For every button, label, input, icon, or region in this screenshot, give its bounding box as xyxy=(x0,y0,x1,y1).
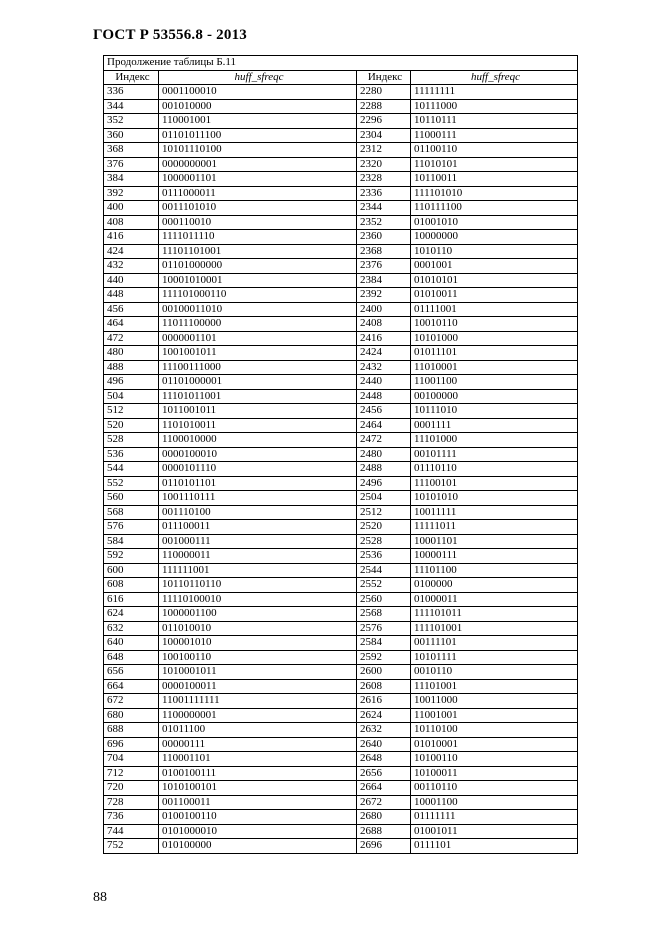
table-row xyxy=(104,607,578,622)
cell-code-right: 0001001 xyxy=(411,259,578,274)
table-row xyxy=(104,505,578,520)
table-row xyxy=(104,592,578,607)
table-row xyxy=(104,317,578,332)
cell-index-right: 2296 xyxy=(357,114,411,129)
cell-code-right: 11000111 xyxy=(411,128,578,143)
table-row xyxy=(104,476,578,491)
cell-code-right: 01111001 xyxy=(411,302,578,317)
cell-code-right: 10001100 xyxy=(411,795,578,810)
table-row xyxy=(104,331,578,346)
cell-code-right: 0111101 xyxy=(411,839,578,854)
cell-index-left: 520 xyxy=(104,418,159,433)
cell-index-right: 2664 xyxy=(357,781,411,796)
table-row xyxy=(104,389,578,404)
cell-code-left: 01101000000 xyxy=(159,259,357,274)
table-row xyxy=(104,114,578,129)
cell-code-left: 0000001101 xyxy=(159,331,357,346)
cell-index-left: 384 xyxy=(104,172,159,187)
header-index-left: Индекс xyxy=(104,70,159,85)
cell-index-left: 584 xyxy=(104,534,159,549)
table-row xyxy=(104,636,578,651)
cell-index-right: 2624 xyxy=(357,708,411,723)
cell-code-left: 001010000 xyxy=(159,99,357,114)
cell-index-left: 424 xyxy=(104,244,159,259)
cell-code-right: 111101011 xyxy=(411,607,578,622)
cell-code-left: 1000001101 xyxy=(159,172,357,187)
cell-index-left: 632 xyxy=(104,621,159,636)
cell-index-right: 2360 xyxy=(357,230,411,245)
table-row xyxy=(104,737,578,752)
cell-code-left: 1100000001 xyxy=(159,708,357,723)
table-row xyxy=(104,462,578,477)
table-row xyxy=(104,143,578,158)
cell-index-left: 736 xyxy=(104,810,159,825)
table-row xyxy=(104,128,578,143)
cell-code-left: 111101000110 xyxy=(159,288,357,303)
cell-code-right: 10101111 xyxy=(411,650,578,665)
cell-code-right: 11001001 xyxy=(411,708,578,723)
table-row xyxy=(104,578,578,593)
cell-code-right: 0100000 xyxy=(411,578,578,593)
table-row xyxy=(104,520,578,535)
table-row xyxy=(104,288,578,303)
cell-code-left: 0110101101 xyxy=(159,476,357,491)
page-number: 88 xyxy=(93,890,107,905)
cell-index-left: 672 xyxy=(104,694,159,709)
cell-index-left: 416 xyxy=(104,230,159,245)
cell-code-left: 0000100011 xyxy=(159,679,357,694)
cell-index-right: 2528 xyxy=(357,534,411,549)
header-code-left: huff_sfreqc xyxy=(159,70,357,85)
cell-index-right: 2504 xyxy=(357,491,411,506)
cell-code-left: 1111011110 xyxy=(159,230,357,245)
cell-index-left: 504 xyxy=(104,389,159,404)
table-row xyxy=(104,346,578,361)
cell-code-right: 11100101 xyxy=(411,476,578,491)
cell-code-left: 110000011 xyxy=(159,549,357,564)
table-caption: Продолжение таблицы Б.11 xyxy=(104,56,578,71)
cell-index-left: 440 xyxy=(104,273,159,288)
cell-index-right: 2680 xyxy=(357,810,411,825)
cell-code-left: 0100100111 xyxy=(159,766,357,781)
cell-index-left: 400 xyxy=(104,201,159,216)
cell-index-left: 712 xyxy=(104,766,159,781)
cell-code-left: 0101000010 xyxy=(159,824,357,839)
cell-code-left: 10101110100 xyxy=(159,143,357,158)
cell-code-right: 10001101 xyxy=(411,534,578,549)
cell-code-left: 1000001100 xyxy=(159,607,357,622)
table-row xyxy=(104,273,578,288)
cell-index-left: 720 xyxy=(104,781,159,796)
cell-code-left: 0001100010 xyxy=(159,85,357,100)
cell-code-left: 001000111 xyxy=(159,534,357,549)
cell-code-left: 001100011 xyxy=(159,795,357,810)
cell-code-left: 11100111000 xyxy=(159,360,357,375)
cell-index-left: 696 xyxy=(104,737,159,752)
cell-code-right: 10011111 xyxy=(411,505,578,520)
table-row xyxy=(104,244,578,259)
cell-code-right: 00101111 xyxy=(411,447,578,462)
cell-index-left: 376 xyxy=(104,157,159,172)
cell-code-right: 10110111 xyxy=(411,114,578,129)
cell-code-right: 1010110 xyxy=(411,244,578,259)
cell-code-right: 0001111 xyxy=(411,418,578,433)
cell-code-right: 10100110 xyxy=(411,752,578,767)
cell-code-right: 01100110 xyxy=(411,143,578,158)
cell-index-right: 2520 xyxy=(357,520,411,535)
table-row xyxy=(104,172,578,187)
table-row xyxy=(104,766,578,781)
cell-code-left: 0000000001 xyxy=(159,157,357,172)
cell-index-left: 536 xyxy=(104,447,159,462)
cell-index-left: 560 xyxy=(104,491,159,506)
cell-index-left: 552 xyxy=(104,476,159,491)
cell-index-right: 2672 xyxy=(357,795,411,810)
cell-index-right: 2440 xyxy=(357,375,411,390)
cell-index-left: 728 xyxy=(104,795,159,810)
table-row xyxy=(104,781,578,796)
table-row xyxy=(104,447,578,462)
cell-index-right: 2592 xyxy=(357,650,411,665)
cell-code-left: 11110100010 xyxy=(159,592,357,607)
table-caption-row xyxy=(104,56,578,71)
cell-index-right: 2576 xyxy=(357,621,411,636)
cell-code-right: 10010110 xyxy=(411,317,578,332)
cell-index-right: 2320 xyxy=(357,157,411,172)
cell-index-right: 2536 xyxy=(357,549,411,564)
cell-code-left: 11101101001 xyxy=(159,244,357,259)
cell-index-left: 744 xyxy=(104,824,159,839)
cell-code-left: 10110110110 xyxy=(159,578,357,593)
cell-index-right: 2344 xyxy=(357,201,411,216)
cell-code-left: 0000101110 xyxy=(159,462,357,477)
cell-index-right: 2688 xyxy=(357,824,411,839)
table-row xyxy=(104,795,578,810)
cell-index-left: 688 xyxy=(104,723,159,738)
cell-code-left: 0011101010 xyxy=(159,201,357,216)
cell-index-right: 2392 xyxy=(357,288,411,303)
cell-index-left: 592 xyxy=(104,549,159,564)
cell-code-left: 011010010 xyxy=(159,621,357,636)
table-row xyxy=(104,621,578,636)
cell-code-left: 100001010 xyxy=(159,636,357,651)
table-row xyxy=(104,491,578,506)
table-row xyxy=(104,302,578,317)
cell-code-right: 10100011 xyxy=(411,766,578,781)
cell-code-right: 111101001 xyxy=(411,621,578,636)
table-row xyxy=(104,708,578,723)
table-row xyxy=(104,375,578,390)
cell-code-right: 01001011 xyxy=(411,824,578,839)
cell-index-right: 2512 xyxy=(357,505,411,520)
cell-index-right: 2656 xyxy=(357,766,411,781)
table-row xyxy=(104,404,578,419)
cell-index-right: 2608 xyxy=(357,679,411,694)
table-row xyxy=(104,752,578,767)
cell-code-right: 11101100 xyxy=(411,563,578,578)
cell-code-right: 01010001 xyxy=(411,737,578,752)
cell-index-right: 2448 xyxy=(357,389,411,404)
cell-code-left: 0000100010 xyxy=(159,447,357,462)
cell-index-left: 480 xyxy=(104,346,159,361)
cell-index-left: 408 xyxy=(104,215,159,230)
cell-index-left: 680 xyxy=(104,708,159,723)
cell-code-right: 10000111 xyxy=(411,549,578,564)
document-standard-title: ГОСТ Р 53556.8 - 2013 xyxy=(93,27,247,43)
cell-index-left: 528 xyxy=(104,433,159,448)
cell-index-left: 336 xyxy=(104,85,159,100)
cell-code-right: 00110110 xyxy=(411,781,578,796)
cell-index-right: 2336 xyxy=(357,186,411,201)
cell-code-right: 11001100 xyxy=(411,375,578,390)
cell-code-left: 010100000 xyxy=(159,839,357,854)
cell-index-right: 2376 xyxy=(357,259,411,274)
cell-index-right: 2408 xyxy=(357,317,411,332)
table-row xyxy=(104,723,578,738)
cell-code-left: 1001001011 xyxy=(159,346,357,361)
cell-index-left: 432 xyxy=(104,259,159,274)
cell-index-left: 568 xyxy=(104,505,159,520)
cell-code-left: 001110100 xyxy=(159,505,357,520)
cell-index-left: 656 xyxy=(104,665,159,680)
cell-code-left: 01101011100 xyxy=(159,128,357,143)
cell-index-right: 2400 xyxy=(357,302,411,317)
cell-index-left: 344 xyxy=(104,99,159,114)
cell-code-right: 11101000 xyxy=(411,433,578,448)
cell-code-left: 1100010000 xyxy=(159,433,357,448)
cell-code-right: 01000011 xyxy=(411,592,578,607)
table-row xyxy=(104,665,578,680)
cell-index-right: 2584 xyxy=(357,636,411,651)
cell-index-right: 2600 xyxy=(357,665,411,680)
table-row xyxy=(104,360,578,375)
cell-index-right: 2368 xyxy=(357,244,411,259)
cell-index-right: 2488 xyxy=(357,462,411,477)
cell-index-left: 360 xyxy=(104,128,159,143)
table-row xyxy=(104,839,578,854)
cell-code-right: 01111111 xyxy=(411,810,578,825)
cell-code-left: 0111000011 xyxy=(159,186,357,201)
cell-index-left: 616 xyxy=(104,592,159,607)
cell-index-right: 2480 xyxy=(357,447,411,462)
table-row xyxy=(104,549,578,564)
cell-index-left: 464 xyxy=(104,317,159,332)
cell-code-right: 01110110 xyxy=(411,462,578,477)
cell-index-right: 2560 xyxy=(357,592,411,607)
cell-code-right: 01001010 xyxy=(411,215,578,230)
cell-code-left: 000110010 xyxy=(159,215,357,230)
cell-index-left: 752 xyxy=(104,839,159,854)
cell-index-right: 2616 xyxy=(357,694,411,709)
cell-code-right: 10110100 xyxy=(411,723,578,738)
table-row xyxy=(104,679,578,694)
cell-code-left: 1010100101 xyxy=(159,781,357,796)
cell-code-left: 00100011010 xyxy=(159,302,357,317)
cell-index-left: 472 xyxy=(104,331,159,346)
table-row xyxy=(104,694,578,709)
cell-index-right: 2288 xyxy=(357,99,411,114)
cell-index-left: 352 xyxy=(104,114,159,129)
cell-code-right: 00100000 xyxy=(411,389,578,404)
cell-index-right: 2496 xyxy=(357,476,411,491)
cell-code-left: 100100110 xyxy=(159,650,357,665)
table-row xyxy=(104,418,578,433)
cell-index-left: 576 xyxy=(104,520,159,535)
table-row xyxy=(104,433,578,448)
cell-index-right: 2544 xyxy=(357,563,411,578)
cell-index-left: 456 xyxy=(104,302,159,317)
table-row xyxy=(104,85,578,100)
cell-index-left: 624 xyxy=(104,607,159,622)
cell-index-right: 2696 xyxy=(357,839,411,854)
cell-code-left: 1011001011 xyxy=(159,404,357,419)
cell-index-left: 600 xyxy=(104,563,159,578)
cell-code-right: 10101010 xyxy=(411,491,578,506)
header-code-right: huff_sfreqc xyxy=(411,70,578,85)
table-row xyxy=(104,99,578,114)
cell-code-left: 11101011001 xyxy=(159,389,357,404)
cell-code-right: 11111011 xyxy=(411,520,578,535)
cell-code-right: 11010001 xyxy=(411,360,578,375)
cell-index-left: 704 xyxy=(104,752,159,767)
cell-index-left: 664 xyxy=(104,679,159,694)
cell-code-left: 00000111 xyxy=(159,737,357,752)
table-header-row xyxy=(104,70,578,85)
cell-code-right: 10011000 xyxy=(411,694,578,709)
cell-code-right: 00111101 xyxy=(411,636,578,651)
cell-index-right: 2464 xyxy=(357,418,411,433)
cell-code-left: 110001101 xyxy=(159,752,357,767)
cell-code-right: 10111010 xyxy=(411,404,578,419)
cell-code-right: 11101001 xyxy=(411,679,578,694)
cell-index-left: 488 xyxy=(104,360,159,375)
cell-code-right: 111101010 xyxy=(411,186,578,201)
cell-index-right: 2416 xyxy=(357,331,411,346)
cell-index-right: 2304 xyxy=(357,128,411,143)
cell-code-left: 10001010001 xyxy=(159,273,357,288)
cell-index-left: 640 xyxy=(104,636,159,651)
cell-index-right: 2432 xyxy=(357,360,411,375)
cell-code-left: 1001110111 xyxy=(159,491,357,506)
table-row xyxy=(104,157,578,172)
table-row xyxy=(104,259,578,274)
cell-index-right: 2280 xyxy=(357,85,411,100)
cell-code-right: 11010101 xyxy=(411,157,578,172)
cell-code-right: 10111000 xyxy=(411,99,578,114)
cell-index-left: 608 xyxy=(104,578,159,593)
cell-index-right: 2632 xyxy=(357,723,411,738)
cell-code-left: 1010001011 xyxy=(159,665,357,680)
cell-index-right: 2568 xyxy=(357,607,411,622)
table-row xyxy=(104,186,578,201)
cell-index-left: 496 xyxy=(104,375,159,390)
cell-code-right: 0010110 xyxy=(411,665,578,680)
cell-code-right: 10110011 xyxy=(411,172,578,187)
cell-index-left: 392 xyxy=(104,186,159,201)
cell-index-right: 2552 xyxy=(357,578,411,593)
table-row xyxy=(104,534,578,549)
cell-code-right: 110111100 xyxy=(411,201,578,216)
cell-index-right: 2472 xyxy=(357,433,411,448)
cell-code-left: 01101000001 xyxy=(159,375,357,390)
table-row xyxy=(104,563,578,578)
cell-code-left: 110001001 xyxy=(159,114,357,129)
cell-index-left: 448 xyxy=(104,288,159,303)
cell-code-right: 10000000 xyxy=(411,230,578,245)
table-row xyxy=(104,810,578,825)
cell-code-right: 11111111 xyxy=(411,85,578,100)
cell-index-right: 2640 xyxy=(357,737,411,752)
cell-code-left: 11011100000 xyxy=(159,317,357,332)
cell-code-left: 0100100110 xyxy=(159,810,357,825)
table-row xyxy=(104,215,578,230)
cell-code-left: 011100011 xyxy=(159,520,357,535)
table-row xyxy=(104,650,578,665)
table-row xyxy=(104,230,578,245)
cell-code-right: 01010011 xyxy=(411,288,578,303)
cell-code-left: 11001111111 xyxy=(159,694,357,709)
cell-index-right: 2312 xyxy=(357,143,411,158)
cell-code-right: 10101000 xyxy=(411,331,578,346)
cell-index-right: 2328 xyxy=(357,172,411,187)
cell-index-left: 648 xyxy=(104,650,159,665)
cell-index-right: 2456 xyxy=(357,404,411,419)
header-index-right: Индекс xyxy=(357,70,411,85)
cell-index-right: 2648 xyxy=(357,752,411,767)
cell-index-right: 2424 xyxy=(357,346,411,361)
cell-code-right: 01011101 xyxy=(411,346,578,361)
table-row xyxy=(104,201,578,216)
cell-code-left: 1101010011 xyxy=(159,418,357,433)
cell-code-right: 01010101 xyxy=(411,273,578,288)
cell-code-left: 01011100 xyxy=(159,723,357,738)
cell-index-left: 368 xyxy=(104,143,159,158)
cell-index-left: 512 xyxy=(104,404,159,419)
cell-index-right: 2384 xyxy=(357,273,411,288)
huff-sfreqc-table xyxy=(103,55,578,854)
table-row xyxy=(104,824,578,839)
cell-index-right: 2352 xyxy=(357,215,411,230)
cell-code-left: 111111001 xyxy=(159,563,357,578)
cell-index-left: 544 xyxy=(104,462,159,477)
